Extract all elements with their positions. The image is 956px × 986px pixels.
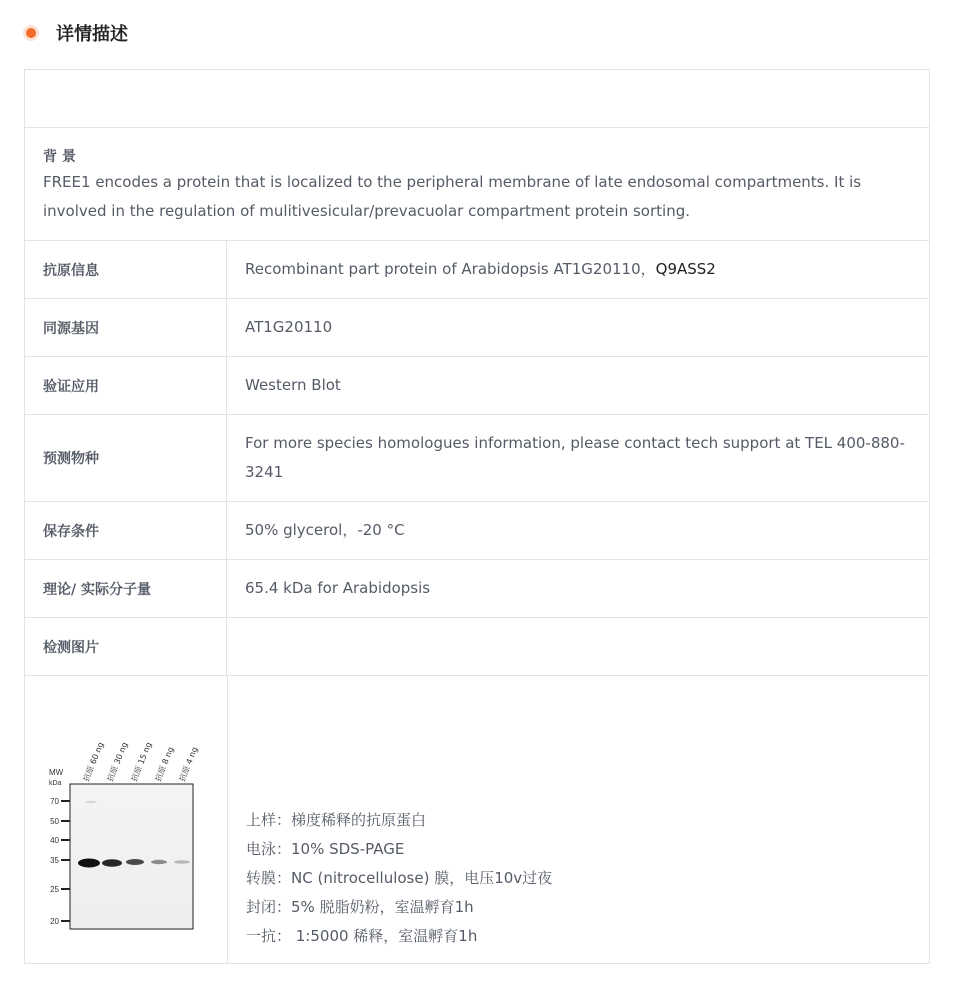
lane-label: 抗原 15 ng <box>129 740 154 783</box>
spec-row-images <box>25 618 929 676</box>
kda-label: kDa <box>49 780 62 787</box>
lane-label: 抗原 30 ng <box>105 740 130 783</box>
spec-key: 检测图片 <box>25 618 227 675</box>
spec-value: Western Blot <box>245 376 341 394</box>
marker-label: 50 <box>50 817 59 826</box>
background-label: 背 景 <box>43 149 76 165</box>
lane-label: 抗原 60 ng <box>81 740 106 783</box>
empty-row <box>25 70 929 128</box>
mw-label: MW <box>49 768 64 777</box>
background-text: FREE1 encodes a protein that is localized to the peripheral membrane of late endosomal compartments. It is involved in the regulation of mulitivesicular/prevacuolar compartment protein sorting. <box>43 173 862 220</box>
protocol-step: 上样：梯度稀释的抗原蛋白 <box>246 811 427 829</box>
spec-value <box>227 241 929 298</box>
blot-band <box>126 859 144 865</box>
spec-key: 理论/ 实际分子量 <box>25 560 227 617</box>
blot-band <box>102 859 122 867</box>
section-title: 详情描述 <box>56 24 128 45</box>
background-row <box>25 128 929 241</box>
spec-value: 65.4 kDa for Arabidopsis <box>245 579 431 597</box>
protocol-step: 电泳：10% SDS-PAGE <box>246 840 405 858</box>
spec-row-storage <box>25 502 929 560</box>
faint-band <box>85 801 97 803</box>
membrane <box>70 784 193 929</box>
blot-band <box>174 860 190 864</box>
protocol-list <box>228 676 929 963</box>
spec-row-antigen <box>25 241 929 299</box>
spec-key: 预测物种 <box>25 415 227 501</box>
section-header <box>24 18 128 48</box>
spec-row-homolog <box>25 299 929 357</box>
antigen-text: Recombinant part protein of Arabidopsis AT1G20110， <box>245 260 656 278</box>
spec-key: 保存条件 <box>25 502 227 559</box>
spec-value <box>227 618 929 675</box>
spec-row-species <box>25 415 929 502</box>
protocol-step: 封闭：5% 脱脂奶粉，室温孵育1h <box>246 898 474 916</box>
lane-label: 抗原 4 ng <box>177 745 200 783</box>
spec-row-molecular-weight <box>25 560 929 618</box>
western-blot-image <box>25 676 228 963</box>
spec-value: For more species homologues information, please contact tech support at TEL 400-880-3241 <box>245 434 905 481</box>
blot-band <box>151 860 167 864</box>
image-row <box>25 676 929 963</box>
detail-table <box>24 69 930 964</box>
marker-label: 35 <box>50 856 59 865</box>
marker-label: 40 <box>50 836 59 845</box>
western-blot-figure <box>25 676 227 963</box>
spec-key: 抗原信息 <box>25 241 227 298</box>
protocol-step: 一抗： 1:5000 稀释，室温孵育1h <box>246 927 478 945</box>
blot-band <box>78 859 100 868</box>
spec-value: AT1G20110 <box>245 318 333 336</box>
lane-label: 抗原 8 ng <box>153 745 176 783</box>
spec-value: 50% glycerol，-20 °C <box>245 521 405 539</box>
spec-key: 同源基因 <box>25 299 227 356</box>
spec-key: 验证应用 <box>25 357 227 414</box>
marker-label: 25 <box>50 885 59 894</box>
bullet-dot-icon <box>26 28 36 38</box>
uniprot-id: Q9ASS2 <box>655 260 716 278</box>
spec-row-application <box>25 357 929 415</box>
marker-label: 20 <box>50 917 59 926</box>
protocol-step: 转膜：NC (nitrocellulose) 膜，电压10v过夜 <box>246 869 553 887</box>
marker-label: 70 <box>50 797 59 806</box>
